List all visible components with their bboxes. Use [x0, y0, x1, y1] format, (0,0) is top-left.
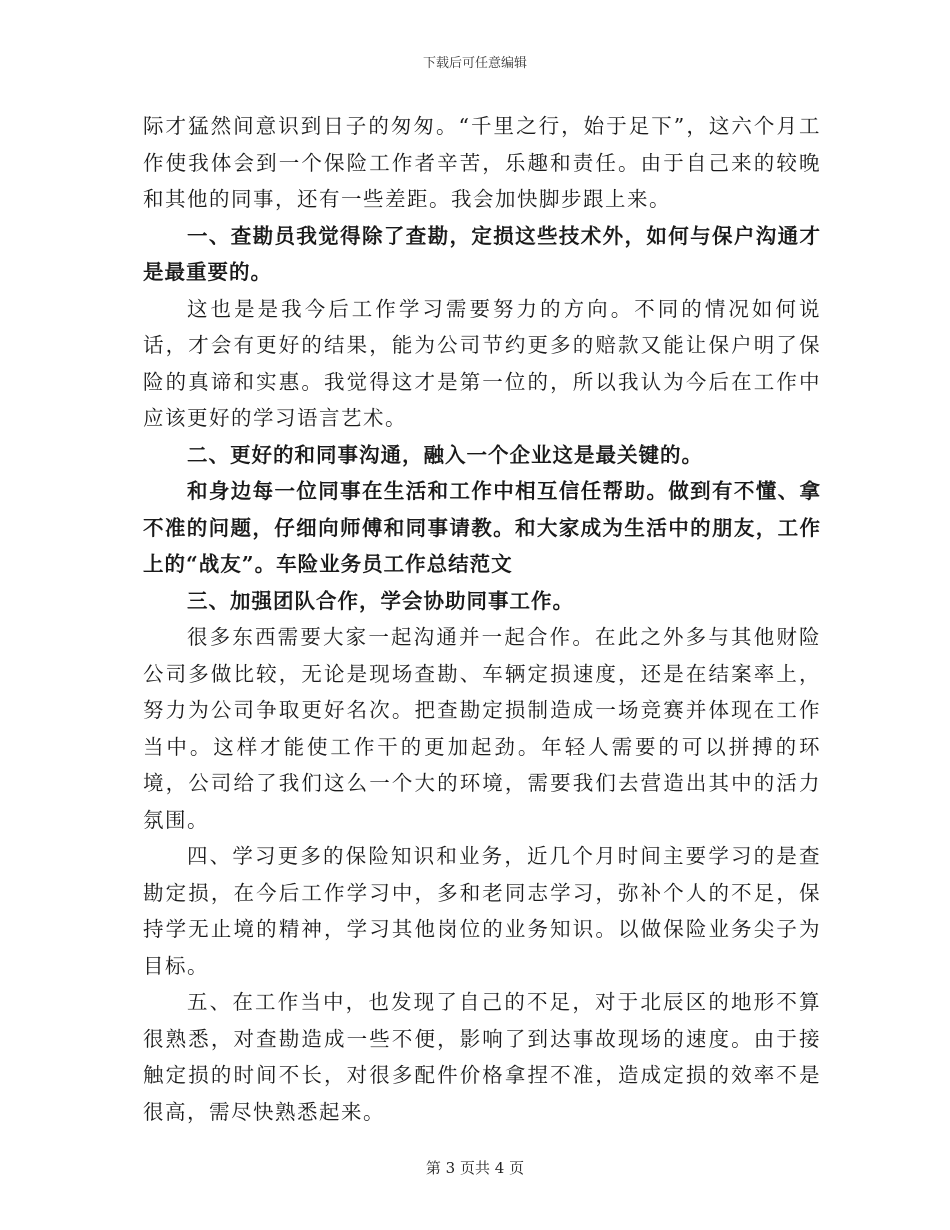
paragraph-5: 四、学习更多的保险知识和业务，近几个月时间主要学习的是查勘定损，在今后工作学习中，多和老同志学习，弥补个人的不足，保持学无止境的精神，学习其他岗位的业务知识。以做保险业务尖子为目标。: [143, 844, 821, 978]
paragraph-3-bold: 和身边每一位同事在生活和工作中相互信任帮助。做到有不懂、拿不准的问题，仔细向师傅和同事请教。和大家成为生活中的朋友，工作上的“战友”。车险业务员工作总结范文: [143, 479, 821, 576]
section-heading-1: 一、查勘员我觉得除了查勘，定损这些技术外，如何与保户沟通才是最重要的。: [143, 223, 821, 284]
paragraph-1: 际才猛然间意识到日子的匆匆。“千里之行，始于足下”，这六个月工作使我体会到一个保险工作者辛苦，乐趣和责任。由于自己来的较晚和其他的同事，还有一些差距。我会加快脚步跟上来。: [143, 114, 821, 211]
section-heading-3: 三、加强团队合作，学会协助同事工作。: [187, 588, 574, 613]
document-body: [143, 108, 821, 1130]
page-header: 下载后可任意编辑: [422, 56, 527, 71]
paragraph-4: 很多东西需要大家一起沟通并一起合作。在此之外多与其他财险公司多做比较，无论是现场查勘、车辆定损速度，还是在结案率上，努力为公司争取更好名次。把查勘定损制造成一场竞赛并体现在工作当中。这样才能使工作干的更加起劲。年轻人需要的可以拼搏的环境，公司给了我们这么一个大的环境，需要我们去营造出其中的活力氛围。: [143, 625, 821, 832]
paragraph-6: 五、在工作当中，也发现了自己的不足，对于北辰区的地形不算很熟悉，对查勘造成一些不便，影响了到达事故现场的速度。由于接触定损的时间不长，对很多配件价格拿捏不准，造成定损的效率不是很高，需尽快熟悉起来。: [143, 990, 821, 1124]
page-footer: 第 3 页共 4 页: [425, 1159, 525, 1177]
section-heading-2: 二、更好的和同事沟通，融入一个企业这是最关键的。: [187, 442, 703, 467]
paragraph-2: 这也是是我今后工作学习需要努力的方向。不同的情况如何说话，才会有更好的结果，能为公司节约更多的赔款又能让保户明了保险的真谛和实惠。我觉得这才是第一位的，所以我认为今后在工作中应该更好的学习语言艺术。: [143, 296, 821, 430]
